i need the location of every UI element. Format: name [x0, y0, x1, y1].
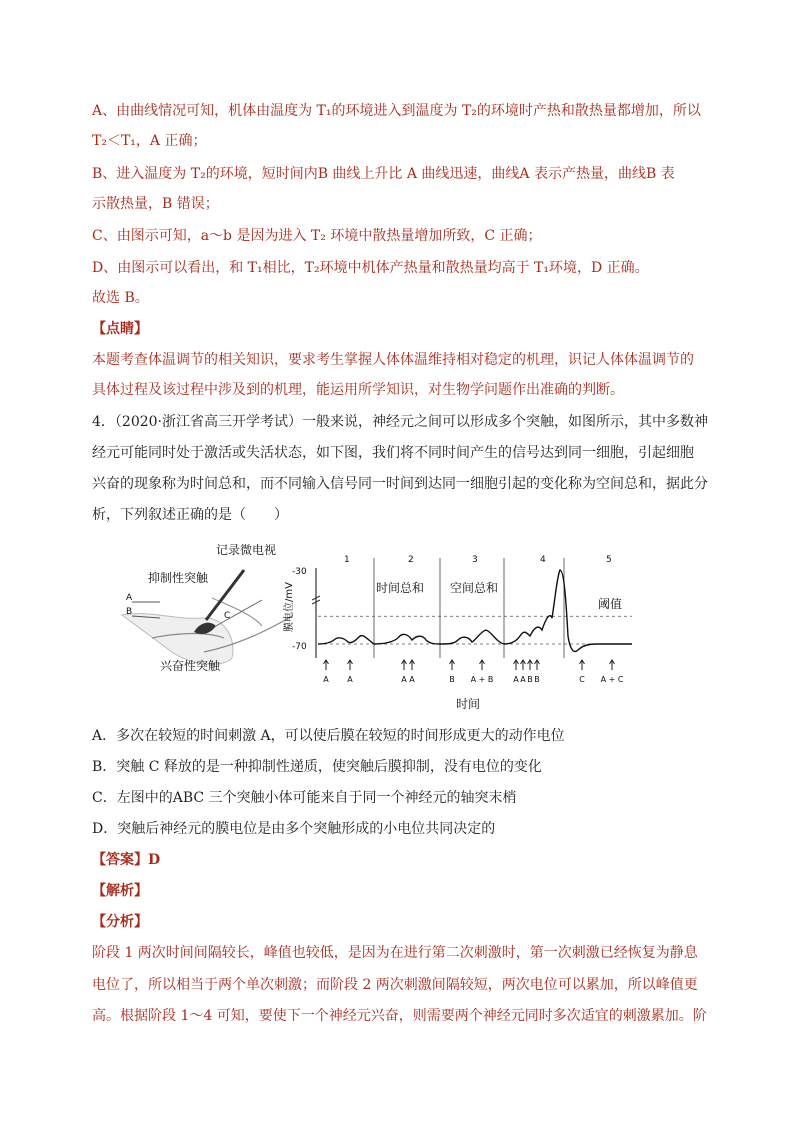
synapse-schematic — [122, 542, 292, 673]
y-axis-label: 膜电位/mV — [284, 582, 295, 632]
stimulus-label: B — [527, 675, 533, 684]
stimulus-arrow — [450, 660, 455, 670]
stimulus-label: A + C — [600, 675, 624, 684]
phase-number-4: 4 — [540, 555, 546, 565]
stimulus-arrow — [402, 660, 407, 670]
option-c: C．左图中的ABC 三个突触小体可能来自于同一个神经元的轴突末梢 — [92, 790, 517, 806]
stimulus-label: A — [401, 675, 407, 684]
stimulus-label: A + B — [470, 675, 494, 684]
question-line-3: 兴奋的现象称为时间总和，而不同输入信号同一时间到达同一细胞引起的变化称为空间总和，据此分 — [92, 476, 708, 492]
analysis-line-c: C、由图示可知，a～b 是因为进入 T₂ 环境中散热量增加所致，C 正确； — [92, 228, 542, 244]
analysis-line-b-cont: 示散热量，B 错误； — [92, 196, 219, 212]
stimulus-label: A — [347, 675, 353, 684]
stimulus-markers — [323, 660, 624, 684]
option-b: B．突触 C 释放的是一种抑制性递质，使突触后膜抑制，没有电位的变化 — [92, 759, 542, 775]
question-line-1: 4．（2020·浙江省高三开学考试）一般来说，神经元之间可以形成多个突触，如图所示，其中多数神 — [92, 414, 708, 430]
dianjing-line-2: 具体过程及该过程中涉及到的机理，能运用所学知识，对生物学问题作出准确的判断。 — [92, 382, 624, 398]
x-axis-label: 时间 — [456, 697, 481, 711]
stimulus-label: B — [449, 675, 455, 684]
stimulus-arrow — [348, 660, 353, 670]
excitatory-synapse-label: 兴奋性突触 — [160, 659, 221, 673]
synapse-c-label: C — [224, 611, 231, 621]
y-tick-minus30: -30 — [292, 567, 307, 577]
synapse-b-label: B — [126, 607, 133, 617]
question-line-4: 析，下列叙述正确的是（ ） — [92, 507, 288, 523]
spatial-summation-label: 空间总和 — [450, 581, 499, 595]
stimulus-arrow — [580, 660, 585, 670]
stimulus-arrow — [410, 660, 415, 670]
synapse-a-label: A — [126, 593, 133, 603]
stimulus-label: B — [534, 675, 540, 684]
fenxi-line-3: 高。根据阶段 1～4 可知，要使下一个神经元兴奋，则需要两个神经元同时多次适宜的刺激累加。阶 — [92, 1008, 707, 1024]
jiexi-heading: 【解析】 — [92, 883, 148, 899]
question-line-2: 经元可能同时处于激活或失活状态，如下图，我们将不同时间产生的信号达到同一细胞，引起细胞 — [92, 445, 694, 461]
temporal-summation-label: 时间总和 — [376, 581, 425, 595]
fenxi-line-2: 电位了，所以相当于两个单次刺激；而阶段 2 两次刺激间隔较短，两次电位可以累加，所以峰值更 — [92, 977, 698, 993]
option-d: D．突触后神经元的膜电位是由多个突触形成的小电位共同决定的 — [92, 821, 496, 837]
stimulus-label: A — [409, 675, 415, 684]
analysis-line-d: D、由图示可以看出，和 T₁相比，T₂环境中机体产热量和散热量均高于 T₁环境，D 正确。 — [92, 260, 649, 276]
dianjing-heading: 【点睛】 — [92, 321, 148, 337]
phase-number-1: 1 — [344, 555, 350, 565]
y-tick-minus70: -70 — [292, 642, 307, 652]
inhibitory-synapse-label: 抑制性突触 — [148, 571, 209, 585]
fenxi-line-1: 阶段 1 两次时间间隔较长，峰值也较低，是因为在进行第二次刺激时，第一次刺激已经恢复为静息 — [92, 945, 698, 961]
stimulus-arrow — [535, 660, 540, 670]
analysis-conclusion: 故选 B。 — [92, 290, 149, 306]
stimulus-arrow — [514, 660, 519, 670]
stimulus-arrow — [610, 660, 615, 670]
stimulus-arrow — [324, 660, 329, 670]
option-a: A．多次在较短的时间刺激 A，可以使后膜在较短的时间形成更大的动作电位 — [92, 728, 565, 744]
stimulus-label: A — [513, 675, 519, 684]
analysis-line-a: A、由曲线情况可知，机体由温度为 T₁的环境进入到温度为 T₂的环境时产热和散热量都增加，所以 — [92, 103, 701, 119]
stimulus-arrow — [521, 660, 526, 670]
phase-number-5: 5 — [606, 555, 612, 565]
fenxi-heading: 【分析】 — [92, 914, 148, 930]
dianjing-line-1: 本题考查体温调节的相关知识，要求考生掌握人体体温维持相对稳定的机理，识记人体体温调节的 — [92, 352, 694, 368]
stimulus-arrow — [528, 660, 533, 670]
phase-number-2: 2 — [408, 555, 414, 565]
phase-number-3: 3 — [472, 555, 478, 565]
stimulus-label: A — [520, 675, 526, 684]
stimulus-label: C — [579, 675, 585, 684]
stimulus-label: A — [323, 675, 329, 684]
answer-line: 【答案】D — [92, 852, 161, 868]
neuron-figure — [112, 540, 642, 712]
stimulus-arrow — [480, 660, 485, 670]
threshold-label: 阈值 — [598, 597, 623, 611]
analysis-line-b: B、进入温度为 T₂的环境，短时间内B 曲线上升比 A 曲线迅速，曲线A 表示产热量，曲线B 表 — [92, 166, 675, 182]
analysis-line-a-cont: T₂＜T₁，A 正确； — [92, 133, 207, 149]
membrane-potential-chart — [282, 555, 632, 711]
recorder-label: 记录微电视 — [216, 543, 277, 557]
